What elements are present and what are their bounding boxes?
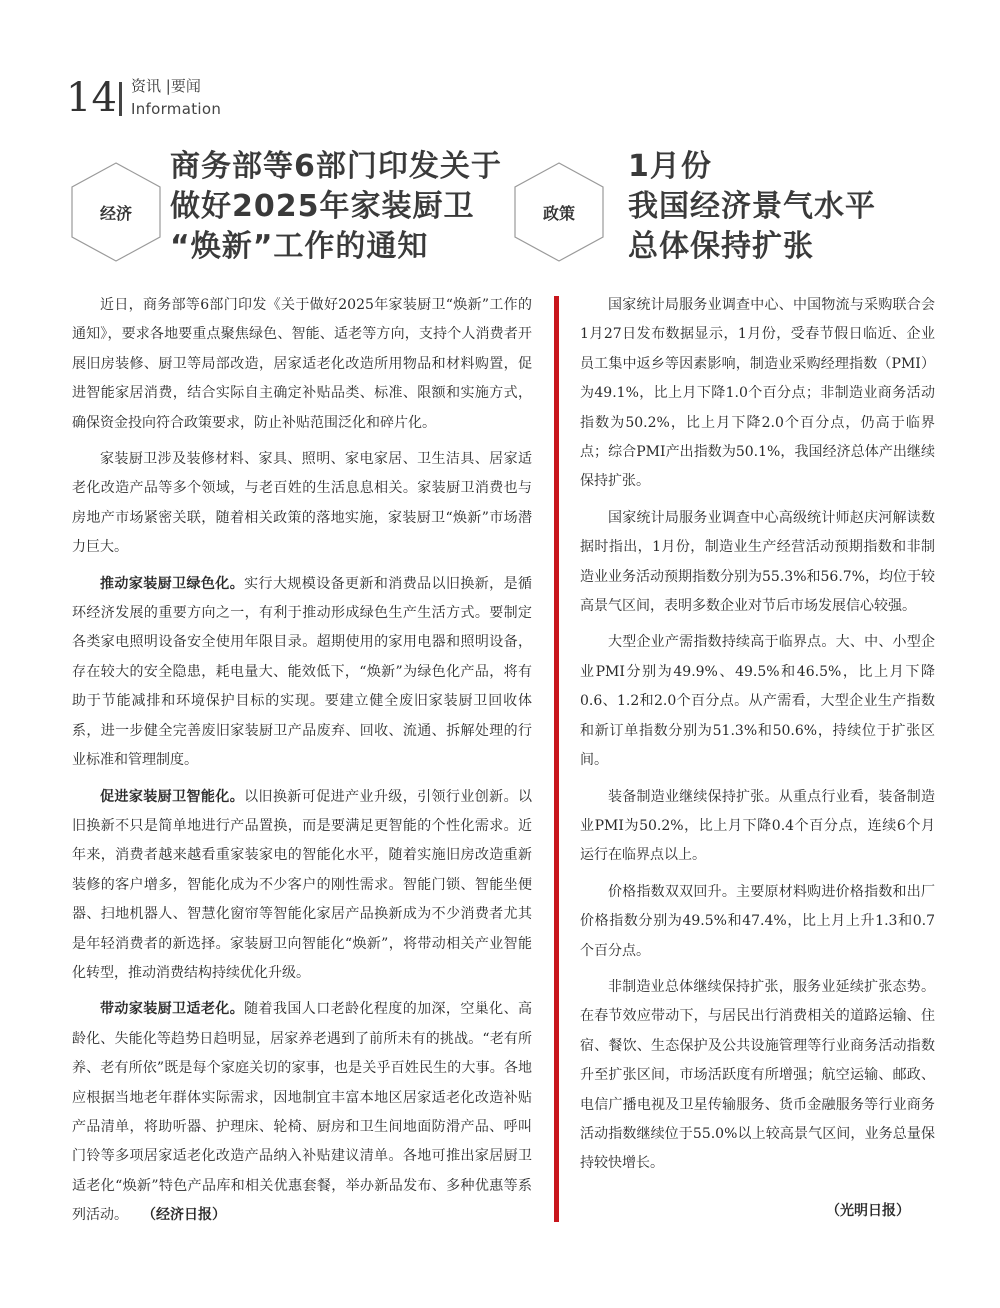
category-label: 政策 (542, 203, 575, 223)
paragraph-text: 以旧换新可促进产业升级，引领行业创新。以旧换新不只是简单地进行产品置换，而是要满足更智能的个性化需求。近年来，消费者越来越看重家装家电的智能化水平，随着实施旧房改造重新装修的客户增多，智能化成为不少客户的刚性需求。智能门锁、智能坐便器、扫地机器人、智慧化窗帘等智能化家居产品换新成为不少消费者尤其是年轻消费者的新选择。家装厨卫向智能化“焕新”，将带动相关产业智能化转型，推动消费结构持续优化升级。 (72, 788, 533, 981)
paragraph-lead: 推动家装厨卫绿色化。 (100, 575, 245, 592)
paragraph-text: 近日，商务部等6部门印发《关于做好2025年家装厨卫“焕新”工作的通知》，要求各地要重点聚焦绿色、智能、适老等方向，支持个人消费者开展旧房装修、厨卫等局部改造，居家适老化改造所用物品和材料购置，促进智能家居消费，结合实际自主确定补贴品类、标准、限额和实施方式，确保资金投向符合政策要求，防止补贴范围泛化和碎片化。 (72, 297, 532, 431)
category-label: 经济 (99, 203, 132, 223)
section-name: 资讯 (131, 77, 162, 95)
category-badge-policy (513, 162, 605, 262)
paragraph-text: 实行大规模设备更新和消费品以旧换新，是循环经济发展的重要方向之一，有利于推动形成绿色生产生活方式。要制定各类家电照明设备安全使用年限目录。超期使用的家用电器和照明设备，存在较大的安全隐患，耗电量大、能效低下，“焕新”为绿色化产品，将有助于节能减排和环境保护目标的实现。要建立健全废旧家装厨卫回收体系，进一步健全完善废旧家装厨卫产品废弃、回收、流通、拆解处理的行业标准和管理制度。 (72, 575, 533, 769)
headline-line: “焕新”工作的通知 (170, 229, 429, 264)
subsection-name: |要闻 (165, 77, 201, 95)
article-paragraph (72, 291, 532, 438)
headline-line: 做好2025年家装厨卫 (170, 189, 475, 224)
article-paragraph (580, 291, 935, 497)
article-source: （光明日报） (826, 1203, 910, 1219)
category-badge-economy (70, 162, 162, 262)
article-paragraph (580, 783, 935, 871)
article-paragraph (72, 995, 532, 1230)
article-paragraph (580, 973, 935, 1179)
paragraph-lead: 带动家装厨卫适老化。 (100, 1001, 245, 1018)
headline-line: 1月份 (628, 149, 712, 184)
article-paragraph (580, 504, 935, 622)
headline-line: 总体保持扩张 (628, 229, 814, 264)
paragraph-text: 非制造业总体继续保持扩张，服务业延续扩张态势。在春节效应带动下，与居民出行消费相关的道路运输、住宿、餐饮、生态保护及公共设施管理等行业商务活动指数升至扩张区间，市场活跃度有所增强；航空运输、邮政、电信广播电视及卫星传输服务、货币金融服务等行业商务活动指数继续位于55.0%以上较高景气区间，业务总量保持较快增长。 (580, 978, 935, 1172)
left-article-body (72, 291, 532, 1238)
left-headline (170, 147, 502, 267)
page-number: 14 (66, 75, 117, 121)
headline-line: 商务部等6部门印发关于 (170, 149, 502, 184)
article-paragraph (580, 878, 935, 966)
section-label-en: Information (131, 100, 222, 118)
article-source: （经济日报） (149, 1207, 226, 1224)
paragraph-lead: 促进家装厨卫智能化。 (100, 788, 245, 805)
section-label (131, 76, 201, 96)
paragraph-text: 家装厨卫涉及装修材料、家具、照明、家电家居、卫生洁具、居家适老化改造产品等多个领域，与老百姓的生活息息相关。家装厨卫消费也与房地产市场紧密关联，随着相关政策的落地实施，家装厨卫“焕新”市场潜力巨大。 (72, 451, 532, 556)
paragraph-text: 大型企业产需指数持续高于临界点。大、中、小型企业PMI分别为49.9%、49.5%和46.5%，比上月下降0.6、1.2和2.0个百分点。从产需看，大型企业生产指数和新订单指数分别为51.3%和50.6%，持续位于扩张区间。 (580, 634, 935, 769)
headline-line: 我国经济景气水平 (628, 189, 876, 224)
paragraph-text: 国家统计局服务业调查中心高级统计师赵庆河解读数据时指出，1月份，制造业生产经营活动预期指数和非制造业业务活动预期指数分别为55.3%和56.7%，均位于较高景气区间，表明多数企业对节后市场发展信心较强。 (580, 509, 935, 615)
article-paragraph (72, 570, 532, 776)
header-divider (119, 82, 122, 116)
right-headline (628, 147, 876, 267)
article-paragraph (580, 628, 935, 775)
right-article-body (580, 291, 935, 1186)
paragraph-text: 装备制造业继续保持扩张。从重点行业看，装备制造业PMI为50.2%，比上月下降0.4个百分点，连续6个月运行在临界点以上。 (580, 788, 935, 864)
column-divider (554, 296, 559, 1222)
paragraph-text: 国家统计局服务业调查中心、中国物流与采购联合会1月27日发布数据显示，1月份，受春节假日临近、企业员工集中返乡等因素影响，制造业采购经理指数（PMI）为49.1%，比上月下降1.0个百分点；非制造业商务活动指数为50.2%，比上月下降2.0个百分点，仍高于临界点；综合PMI产出指数为50.1%，我国经济总体产出继续保持扩张。 (580, 297, 935, 490)
article-paragraph (72, 783, 532, 989)
paragraph-text: 随着我国人口老龄化程度的加深，空巢化、高龄化、失能化等趋势日趋明显，居家养老遇到了前所未有的挑战。“老有所养、老有所依”既是每个家庭关切的家事，也是关乎百姓民生的大事。各地应根据当地老年群体实际需求，因地制宜丰富本地区居家适老化改造补贴产品清单，将助听器、护理床、轮椅、厨房和卫生间地面防滑产品、呼叫门铃等多项居家适老化改造产品纳入补贴建议清单。各地可推出家居厨卫适老化“焕新”特色产品库和相关优惠套餐，举办新品发布、多种优惠等系列活动。 (72, 1001, 533, 1224)
paragraph-text: 价格指数双双回升。主要原材料购进价格指数和出厂价格指数分别为49.5%和47.4%，比上月上升1.3和0.7个百分点。 (580, 883, 935, 959)
article-paragraph (72, 445, 532, 563)
